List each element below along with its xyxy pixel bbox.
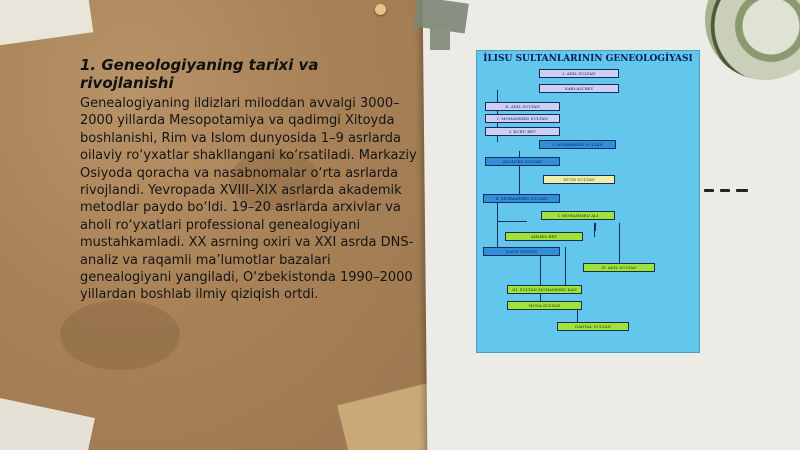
connector-line (497, 203, 498, 248)
genealogy-node: DAUD SULTAN (483, 247, 560, 256)
genealogy-chart (476, 50, 700, 353)
genealogy-node: DANYAL SULTAN (557, 322, 629, 331)
genealogy-node: IV. ADIL SULTAN (583, 263, 655, 272)
genealogy-node: SARI-ALİ BEY (539, 84, 619, 93)
decorative-dash (720, 189, 730, 192)
slide-title: 1. Geneologiyaning tarixi va rivojlanishi (80, 56, 319, 92)
decorative-dash (704, 189, 714, 192)
genealogy-node: II. MOHAMMED SULTAN (483, 194, 560, 203)
genealogy-node: I. MOHAMMED SULTAN (539, 140, 616, 149)
genealogy-node: I. MOHAMMED ALI (541, 211, 615, 220)
push-pin-icon (375, 4, 386, 15)
paper-stain (60, 300, 180, 370)
genealogy-node: I. ADIL SULTAN (539, 69, 619, 78)
connector-line (497, 221, 527, 222)
genealogy-node: III. SULTAN MOHAMMED KAN (507, 285, 582, 294)
slide-body-text: Genealogiyaning ildizlari miloddan avvalgi 3000–2000 yillarda Mesopotamiya va qadimgi Xitoyda boshlanishi, Rim va Islom dunyosida 1–9 asrlarda oilaviy ro‘yxatlar shakllangani ko‘rsatiladi. Markaziy Osiyoda qoracha va nasabnomalar o‘rta asrlarda rivojlandi. Yevropada XVIII–XIX asrlarda akademik metodlar paydo bo‘ldi. 19–20 asrlarda arxivlar va aholi ro‘yxatlari professional genealogiyani mustahkamladi. XX asrning oxiri va XXI asrda DNS-analiz va raqamli ma’lumotlar bazalari genealogiyani yangiladi, O‘zbekistonda 1990–2000 yillardan boshlab ilmiy qiziqish ortdi. (80, 96, 417, 303)
connector-line (619, 223, 620, 265)
genealogy-node: AHMED BEY (505, 232, 583, 241)
genealogy-node: I. KURU BEY (485, 127, 560, 136)
genealogy-node: II. ADIL SULTAN (485, 102, 560, 111)
chart-title: İLISU SULTANLARININ GENEOLOGİYASI (483, 54, 693, 64)
genealogy-node: MUSA SULTAN (507, 301, 582, 310)
tape-strip (430, 28, 450, 50)
genealogy-node: ALI KURU SULTAN (485, 157, 560, 166)
decorative-dash (736, 189, 748, 192)
genealogy-node: NUVE SULTAN (543, 175, 615, 184)
connector-line (565, 247, 566, 285)
genealogy-node: I. MOHAMMED SULTAN (485, 114, 560, 123)
connector-line (595, 223, 596, 231)
